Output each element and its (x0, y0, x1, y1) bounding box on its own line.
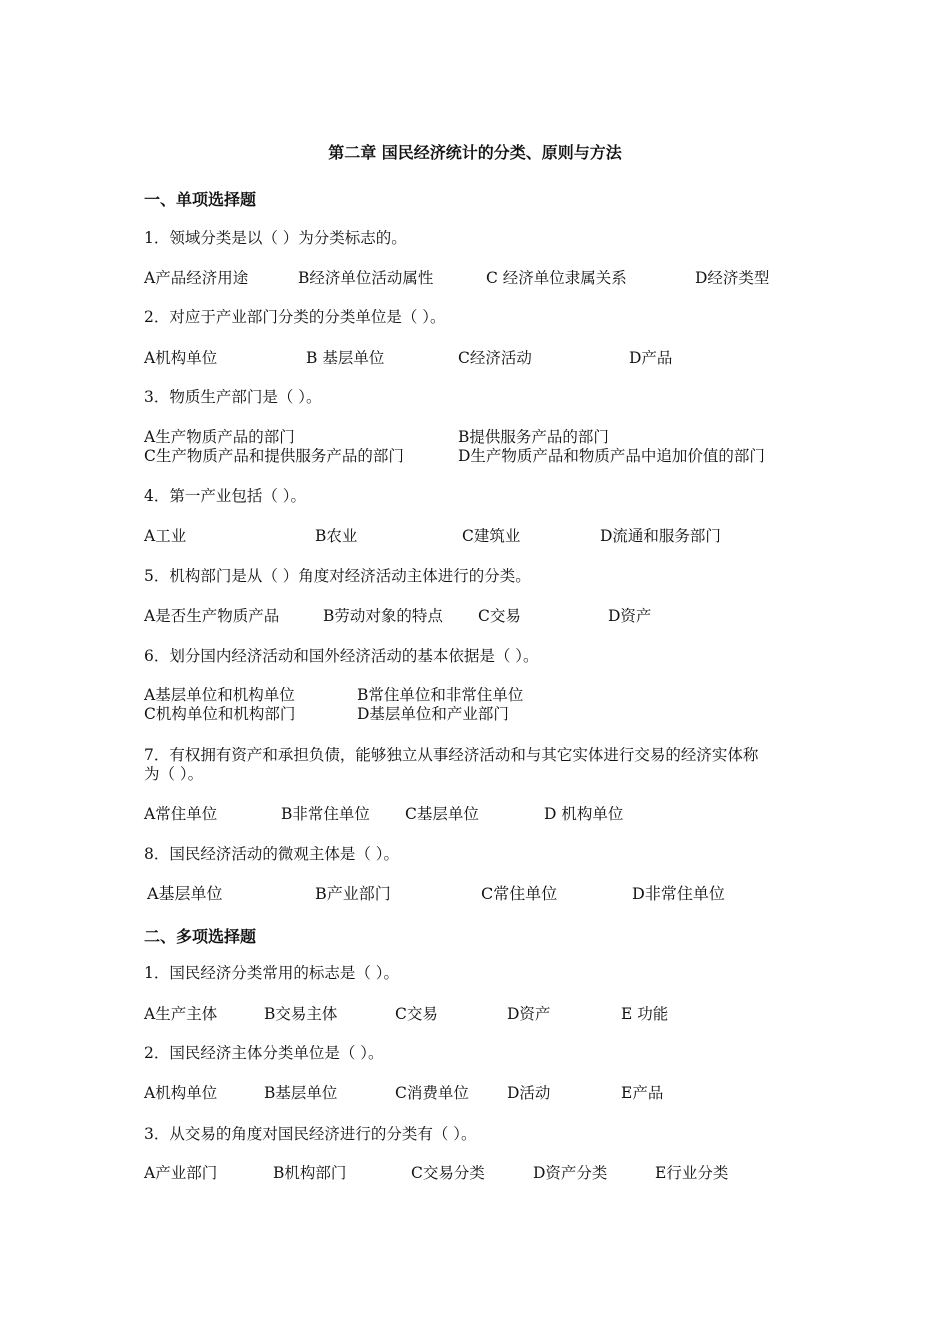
question-text: 8．国民经济活动的微观主体是（ ）。 (144, 845, 400, 863)
option: D资产 (507, 1005, 551, 1023)
option: A产品经济用途 (144, 269, 249, 287)
option: C 经济单位隶属关系 (486, 269, 627, 287)
option: C机构单位和机构部门 (144, 705, 296, 723)
question-text: 3．物质生产部门是（ ）。 (144, 388, 322, 406)
option: B机构部门 (273, 1164, 347, 1182)
option: A基层单位 (147, 884, 223, 903)
option: B基层单位 (264, 1084, 338, 1102)
question-text: 5．机构部门是从（ ）角度对经济活动主体进行的分类。 (144, 567, 531, 585)
question-text: 4．第一产业包括（ ）。 (144, 487, 307, 505)
option: C生产物质产品和提供服务产品的部门 (144, 447, 404, 465)
option: E行业分类 (655, 1164, 729, 1182)
option: C建筑业 (462, 527, 521, 545)
option: D活动 (507, 1084, 551, 1102)
option: A产业部门 (144, 1164, 218, 1182)
option: D资产 (608, 607, 652, 625)
option: C基层单位 (405, 805, 479, 823)
option: C交易分类 (411, 1164, 485, 1182)
option: B交易主体 (264, 1005, 338, 1023)
option: D 机构单位 (544, 805, 624, 823)
question-text: 6．划分国内经济活动和国外经济活动的基本依据是（ ）。 (144, 647, 539, 665)
option: A机构单位 (144, 349, 218, 367)
option: A生产主体 (144, 1005, 218, 1023)
option: D产品 (629, 349, 673, 367)
option: A是否生产物质产品 (144, 607, 280, 625)
option: C经济活动 (458, 349, 532, 367)
option: D基层单位和产业部门 (357, 705, 509, 723)
option: B经济单位活动属性 (298, 269, 434, 287)
question-text: 1．国民经济分类常用的标志是（ ）。 (144, 964, 400, 982)
page-title: 第二章 国民经济统计的分类、原则与方法 (328, 143, 622, 162)
option: B非常住单位 (281, 805, 370, 823)
option: A机构单位 (144, 1084, 218, 1102)
question-text-continued: 为（ ）。 (144, 765, 204, 783)
option: D经济类型 (695, 269, 770, 287)
option: B 基层单位 (306, 349, 385, 367)
question-text: 7．有权拥有资产和承担负债，能够独立从事经济活动和与其它实体进行交易的经济实体称 (144, 746, 759, 764)
question-text: 2．对应于产业部门分类的分类单位是（ ）。 (144, 308, 446, 326)
option: A常住单位 (144, 805, 218, 823)
option: B劳动对象的特点 (323, 607, 443, 625)
option: C交易 (395, 1005, 438, 1023)
option: A生产物质产品的部门 (144, 428, 295, 446)
option: B常住单位和非常住单位 (357, 686, 524, 704)
option: E 功能 (621, 1005, 669, 1023)
section-heading-multiple-choice: 二、多项选择题 (144, 927, 257, 946)
option: D生产物质产品和物质产品中追加价值的部门 (458, 447, 765, 465)
option: B产业部门 (315, 884, 391, 903)
question-text: 2．国民经济主体分类单位是（ ）。 (144, 1044, 384, 1062)
option: A基层单位和机构单位 (144, 686, 295, 704)
option: C常住单位 (481, 884, 558, 903)
option: E产品 (621, 1084, 664, 1102)
option: B农业 (315, 527, 358, 545)
option: D非常住单位 (632, 884, 725, 903)
option: C交易 (478, 607, 521, 625)
option: D资产分类 (533, 1164, 608, 1182)
section-heading-single-choice: 一、单项选择题 (144, 190, 257, 209)
option: D流通和服务部门 (600, 527, 721, 545)
question-text: 1．领域分类是以（ ）为分类标志的。 (144, 229, 407, 247)
question-text: 3．从交易的角度对国民经济进行的分类有（ ）。 (144, 1125, 477, 1143)
option: A工业 (144, 527, 187, 545)
option: C消费单位 (395, 1084, 469, 1102)
option: B提供服务产品的部门 (458, 428, 609, 446)
